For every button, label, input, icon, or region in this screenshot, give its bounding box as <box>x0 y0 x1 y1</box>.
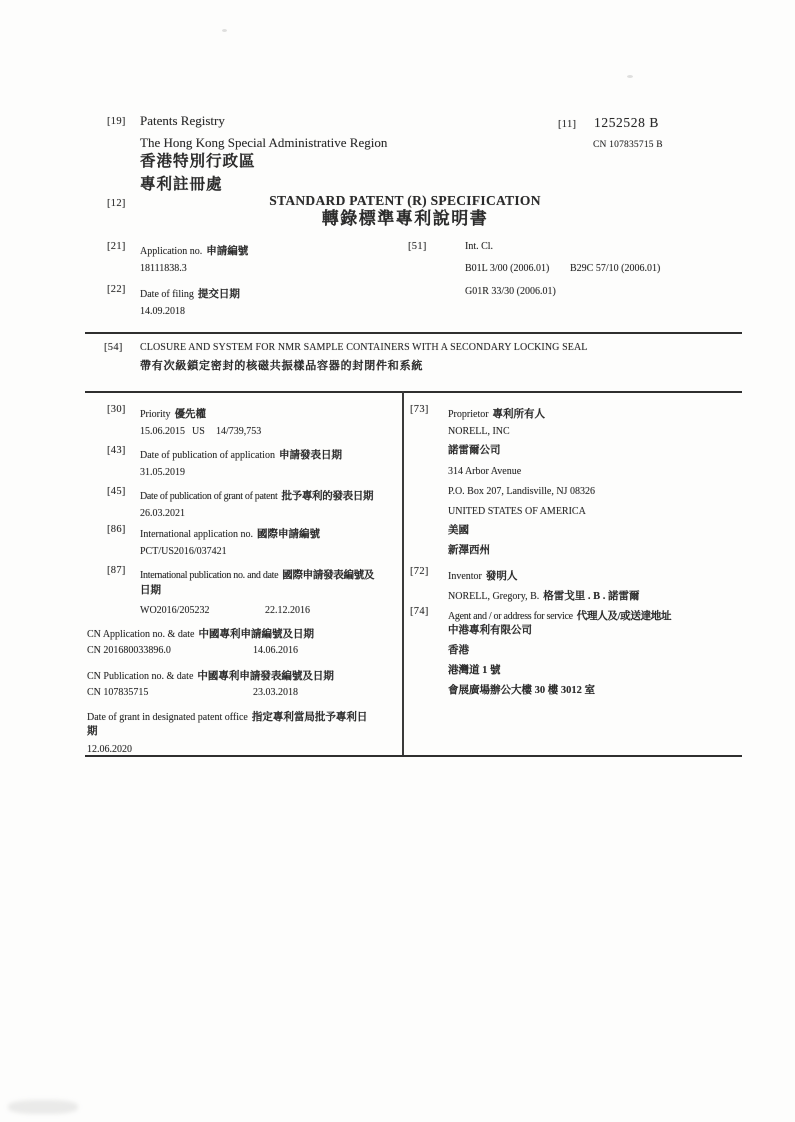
intl-publication-label-zh1: 國際申請發表編號及 <box>282 570 375 581</box>
field-72-tag: [72] <box>410 566 429 577</box>
intl-publication-label-zh2: 日期 <box>140 585 161 596</box>
designated-grant-label-zh1: 指定專利當局批予專利日 <box>251 712 368 723</box>
field-87-tag: [87] <box>107 565 126 576</box>
cn-publication-date: 23.03.2018 <box>253 687 298 698</box>
designated-grant-label-zh2: 期 <box>87 726 98 737</box>
designated-grant-label-en: Date of grant in designated patent office <box>87 712 248 723</box>
cn-publication-number: CN 107835715 B <box>593 140 663 150</box>
priority-date: 15.06.2015 <box>140 426 185 437</box>
pub-application-date: 31.05.2019 <box>140 467 185 478</box>
application-no-label-en: Application no. <box>140 246 203 257</box>
field-51-tag: [51] <box>408 241 427 252</box>
int-cl-label: Int. Cl. <box>465 241 494 252</box>
proprietor-name: NORELL, INC <box>448 426 510 437</box>
proprietor-label <box>448 404 545 422</box>
scan-speck-1 <box>222 29 227 32</box>
pub-grant-label-zh: 批予專利的發表日期 <box>281 491 374 502</box>
designated-grant-label <box>87 707 367 725</box>
cn-publication-label <box>87 666 334 684</box>
cn-publication-label-zh: 中國專利申請發表編號及日期 <box>197 671 334 682</box>
intl-application-label-zh: 國際申請編號 <box>257 529 321 540</box>
inventor-label <box>448 566 517 584</box>
priority-country: US <box>192 426 205 437</box>
pub-grant-date: 26.03.2021 <box>140 508 185 519</box>
field-45-tag: [45] <box>107 486 126 497</box>
intl-application-label <box>140 524 320 542</box>
inventor-label-en: Inventor <box>448 571 482 582</box>
document-title-zh: 轉錄標準專利說明書 <box>321 209 489 228</box>
intl-publication-label-en: International publication no. and date <box>140 570 279 581</box>
proprietor-state-zh: 新澤西州 <box>448 545 490 556</box>
intl-application-label-en: International application no. <box>140 529 254 540</box>
priority-label-zh: 優先權 <box>174 409 207 420</box>
document-title-en: STANDARD PATENT (R) SPECIFICATION <box>269 193 541 208</box>
field-12-tag: [12] <box>107 198 126 209</box>
intl-publication-date: 22.12.2016 <box>265 605 310 616</box>
cn-publication-label-en: CN Publication no. & date <box>87 671 194 682</box>
horizontal-rule-top <box>85 332 742 334</box>
publication-number: 1252528 B <box>594 115 660 130</box>
agent-label-en: Agent and / or address for service <box>448 611 573 622</box>
proprietor-label-zh: 專利所有人 <box>492 409 546 420</box>
filing-date-value: 14.09.2018 <box>140 306 185 317</box>
field-74-tag: [74] <box>410 606 429 617</box>
filing-date-label-en: Date of filing <box>140 289 194 300</box>
field-11-tag: [11] <box>558 119 577 130</box>
scan-speck-2 <box>627 75 633 78</box>
cn-publication-number: CN 107835715 <box>87 687 149 698</box>
horizontal-rule-bottom <box>85 755 742 757</box>
registry-region-zh: 香港特別行政區 <box>140 153 256 170</box>
int-cl-class-2: B29C 57/10 (2006.01) <box>570 263 661 274</box>
priority-number: 14/739,753 <box>216 426 262 437</box>
proprietor-address-2: P.O. Box 207, Landisville, NJ 08326 <box>448 486 595 497</box>
proprietor-country: UNITED STATES OF AMERICA <box>448 506 586 517</box>
proprietor-address-1: 314 Arbor Avenue <box>448 466 522 477</box>
intl-publication-label <box>140 565 374 583</box>
field-86-tag: [86] <box>107 524 126 535</box>
horizontal-rule-middle <box>85 391 742 393</box>
inventor-label-zh: 發明人 <box>485 571 518 582</box>
pub-application-label-zh: 申請發表日期 <box>278 450 342 461</box>
pub-application-label-en: Date of publication of application <box>140 450 275 461</box>
filing-date-label <box>140 284 240 302</box>
field-19-tag: [19] <box>107 116 126 127</box>
priority-label-en: Priority <box>140 409 171 420</box>
int-cl-class-1: B01L 3/00 (2006.01) <box>465 263 550 274</box>
agent-label <box>448 606 671 624</box>
intl-application-number: PCT/US2016/037421 <box>140 546 227 557</box>
inventor-name-zh: 格雷戈里 . B . 諾雷爾 <box>543 591 640 602</box>
agent-city-zh: 香港 <box>448 645 469 656</box>
priority-label <box>140 404 206 422</box>
proprietor-name-zh: 諾雷爾公司 <box>448 445 501 456</box>
application-no-value: 18111838.3 <box>140 263 187 274</box>
field-22-tag: [22] <box>107 284 126 295</box>
pub-grant-label-en: Date of publication of grant of patent <box>140 491 278 502</box>
field-73-tag: [73] <box>410 404 429 415</box>
field-21-tag: [21] <box>107 241 126 252</box>
cn-application-label-zh: 中國專利申請編號及日期 <box>198 629 314 640</box>
agent-label-zh: 代理人及/或送達地址 <box>576 611 672 622</box>
proprietor-country-zh: 美國 <box>448 525 469 536</box>
pub-grant-label <box>140 486 373 504</box>
registry-name-zh: 專利註冊處 <box>140 176 223 193</box>
invention-title-en: CLOSURE AND SYSTEM FOR NMR SAMPLE CONTAINERS WITH A SECONDARY LOCKING SEAL <box>140 342 588 353</box>
agent-name-zh: 中港專利有限公司 <box>448 625 532 636</box>
int-cl-class-3: G01R 33/30 (2006.01) <box>465 286 556 297</box>
field-30-tag: [30] <box>107 404 126 415</box>
invention-title-zh: 帶有次級鎖定密封的核磁共振樣品容器的封閉件和系統 <box>140 360 424 372</box>
inventor-name-en: NORELL, Gregory, B. <box>448 591 540 602</box>
designated-grant-date: 12.06.2020 <box>87 744 132 755</box>
agent-street-zh: 港灣道 1 號 <box>448 665 501 676</box>
registry-region: The Hong Kong Special Administrative Region <box>140 135 388 150</box>
cn-application-number: CN 201680033896.0 <box>87 645 171 656</box>
intl-publication-number: WO2016/205232 <box>140 605 210 616</box>
registry-name: Patents Registry <box>140 113 225 128</box>
field-54-tag: [54] <box>104 342 123 353</box>
proprietor-label-en: Proprietor <box>448 409 489 420</box>
agent-building-zh: 會展廣場辦公大樓 30 樓 3012 室 <box>448 685 595 696</box>
cn-application-label <box>87 624 314 642</box>
cn-application-date: 14.06.2016 <box>253 645 298 656</box>
cn-application-label-en: CN Application no. & date <box>87 629 195 640</box>
inventor-name <box>448 586 640 604</box>
pub-application-label <box>140 445 342 463</box>
field-43-tag: [43] <box>107 445 126 456</box>
scan-smudge <box>8 1100 78 1114</box>
application-no-label-zh: 申請編號 <box>206 246 249 257</box>
filing-date-label-zh: 提交日期 <box>197 289 240 300</box>
column-divider <box>402 391 404 755</box>
application-no-label <box>140 241 248 259</box>
